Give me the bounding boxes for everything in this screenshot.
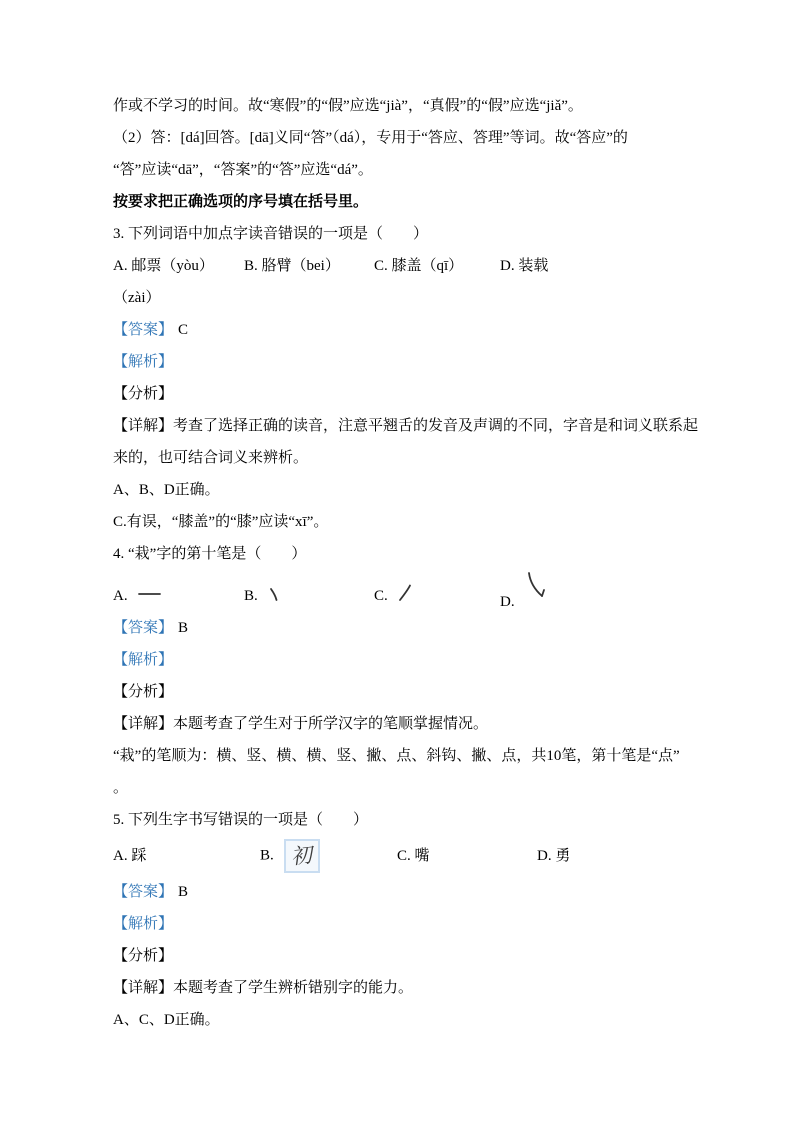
q5-option-b-label: B.	[260, 847, 274, 864]
xiangjie-label: 【详解】	[113, 980, 174, 996]
q4-option-c-label: C.	[374, 588, 388, 604]
q3-answer-value: C	[178, 322, 189, 338]
intro-line-1: 作或不学习的时间。故“寒假”的“假”应选“jià”，“真假”的“假”应选“jiǎ”。	[113, 98, 583, 114]
q3-option-c: C. 膝盖（qī）	[374, 258, 464, 274]
q5-answer-value: B	[178, 884, 189, 900]
q5-options-row	[113, 836, 699, 876]
q3-fenxi-line	[113, 378, 699, 410]
q4-option-d-label: D.	[500, 594, 515, 610]
q3-option-d-continuation: （zài）	[113, 290, 161, 306]
jiexi-label: 【解析】	[113, 354, 174, 370]
jiexi-label: 【解析】	[113, 916, 174, 932]
q5-detail-text: 本题考查了学生辨析错别字的能力。	[173, 980, 414, 996]
q3-option-b: B. 胳臂（bei）	[244, 258, 340, 274]
q4-stroke-order-line-1: “栽”的笔顺为：横、竖、横、横、竖、撇、点、斜钩、撇、点，共10笔，第十笔是“点”	[113, 748, 680, 764]
dian-stroke-icon	[268, 582, 280, 614]
fenxi-label: 【分析】	[113, 386, 174, 402]
q4-option-a	[113, 580, 244, 612]
q4-answer-value: B	[178, 620, 189, 636]
q4-stem: 4. “栽”字的第十笔是（ ）	[113, 546, 307, 562]
q3-jiexi-line	[113, 346, 699, 378]
q4-answer-line	[113, 612, 699, 644]
q3-stem: 3. 下列词语中加点字读音错误的一项是（ ）	[113, 226, 429, 242]
ti-stroke-icon	[398, 582, 412, 614]
intro-line-3: “答”应读“dā”，“答案”的“答”应选“dá”。	[113, 162, 373, 178]
q3-detail-line-1	[113, 410, 699, 442]
q5-correct-line: A、C、D正确。	[113, 1012, 220, 1028]
q3-answer-line	[113, 314, 699, 346]
q4-stroke-order-line-2: 。	[113, 780, 129, 796]
q3-correct-line: A、B、D正确。	[113, 482, 220, 498]
q4-option-b-label: B.	[244, 588, 258, 604]
q5-answer-line	[113, 876, 699, 908]
q4-fenxi-line	[113, 676, 699, 708]
q4-option-c	[374, 580, 500, 612]
q5-option-b	[260, 839, 397, 873]
q4-detail-text: 本题考查了学生对于所学汉字的笔顺掌握情况。	[173, 716, 489, 732]
xiegou-stroke-icon	[525, 571, 547, 611]
answer-label: 【答案】	[113, 884, 174, 900]
handwritten-chu-character: 初	[290, 842, 314, 869]
q5-detail-line	[113, 972, 699, 1004]
jiexi-label: 【解析】	[113, 652, 174, 668]
q3-options-row	[113, 250, 699, 282]
q3-option-d: D. 装载	[500, 258, 549, 274]
answer-label: 【答案】	[113, 322, 174, 338]
q3-option-a: A. 邮票（yòu）	[113, 258, 214, 274]
q4-jiexi-line	[113, 644, 699, 676]
xiangjie-label: 【详解】	[113, 418, 174, 434]
q4-option-b	[244, 580, 374, 612]
q3-wrong-line: C.有误，“膝盖”的“膝”应读“xī”。	[113, 514, 329, 530]
fenxi-label: 【分析】	[113, 684, 174, 700]
handwritten-chu-image	[284, 839, 320, 873]
q5-option-c: C. 嘴	[397, 848, 430, 864]
heng-stroke-icon	[138, 582, 162, 614]
q4-option-d	[500, 580, 547, 612]
answer-label: 【答案】	[113, 620, 174, 636]
q5-fenxi-line	[113, 940, 699, 972]
intro-line-2: （2）答：[dá]回答。[dā]义同“答”（dá），专用于“答应、答理”等词。故“答应”的	[113, 130, 628, 146]
q4-option-a-label: A.	[113, 588, 128, 604]
q3-detail-text-1: 考查了选择正确的读音，注意平翘舌的发音及声调的不同，字音是和词义联系起	[173, 418, 699, 434]
q5-jiexi-line	[113, 908, 699, 940]
q4-detail-line	[113, 708, 699, 740]
q5-option-a: A. 踩	[113, 848, 147, 864]
fenxi-label: 【分析】	[113, 948, 174, 964]
q5-stem: 5. 下列生字书写错误的一项是（ ）	[113, 812, 369, 828]
q4-options-row	[113, 570, 699, 612]
xiangjie-label: 【详解】	[113, 716, 174, 732]
q3-detail-line-2: 来的，也可结合词义来辨析。	[113, 450, 309, 466]
q5-option-d: D. 勇	[537, 848, 571, 864]
section-heading: 按要求把正确选项的序号填在括号里。	[113, 194, 369, 210]
